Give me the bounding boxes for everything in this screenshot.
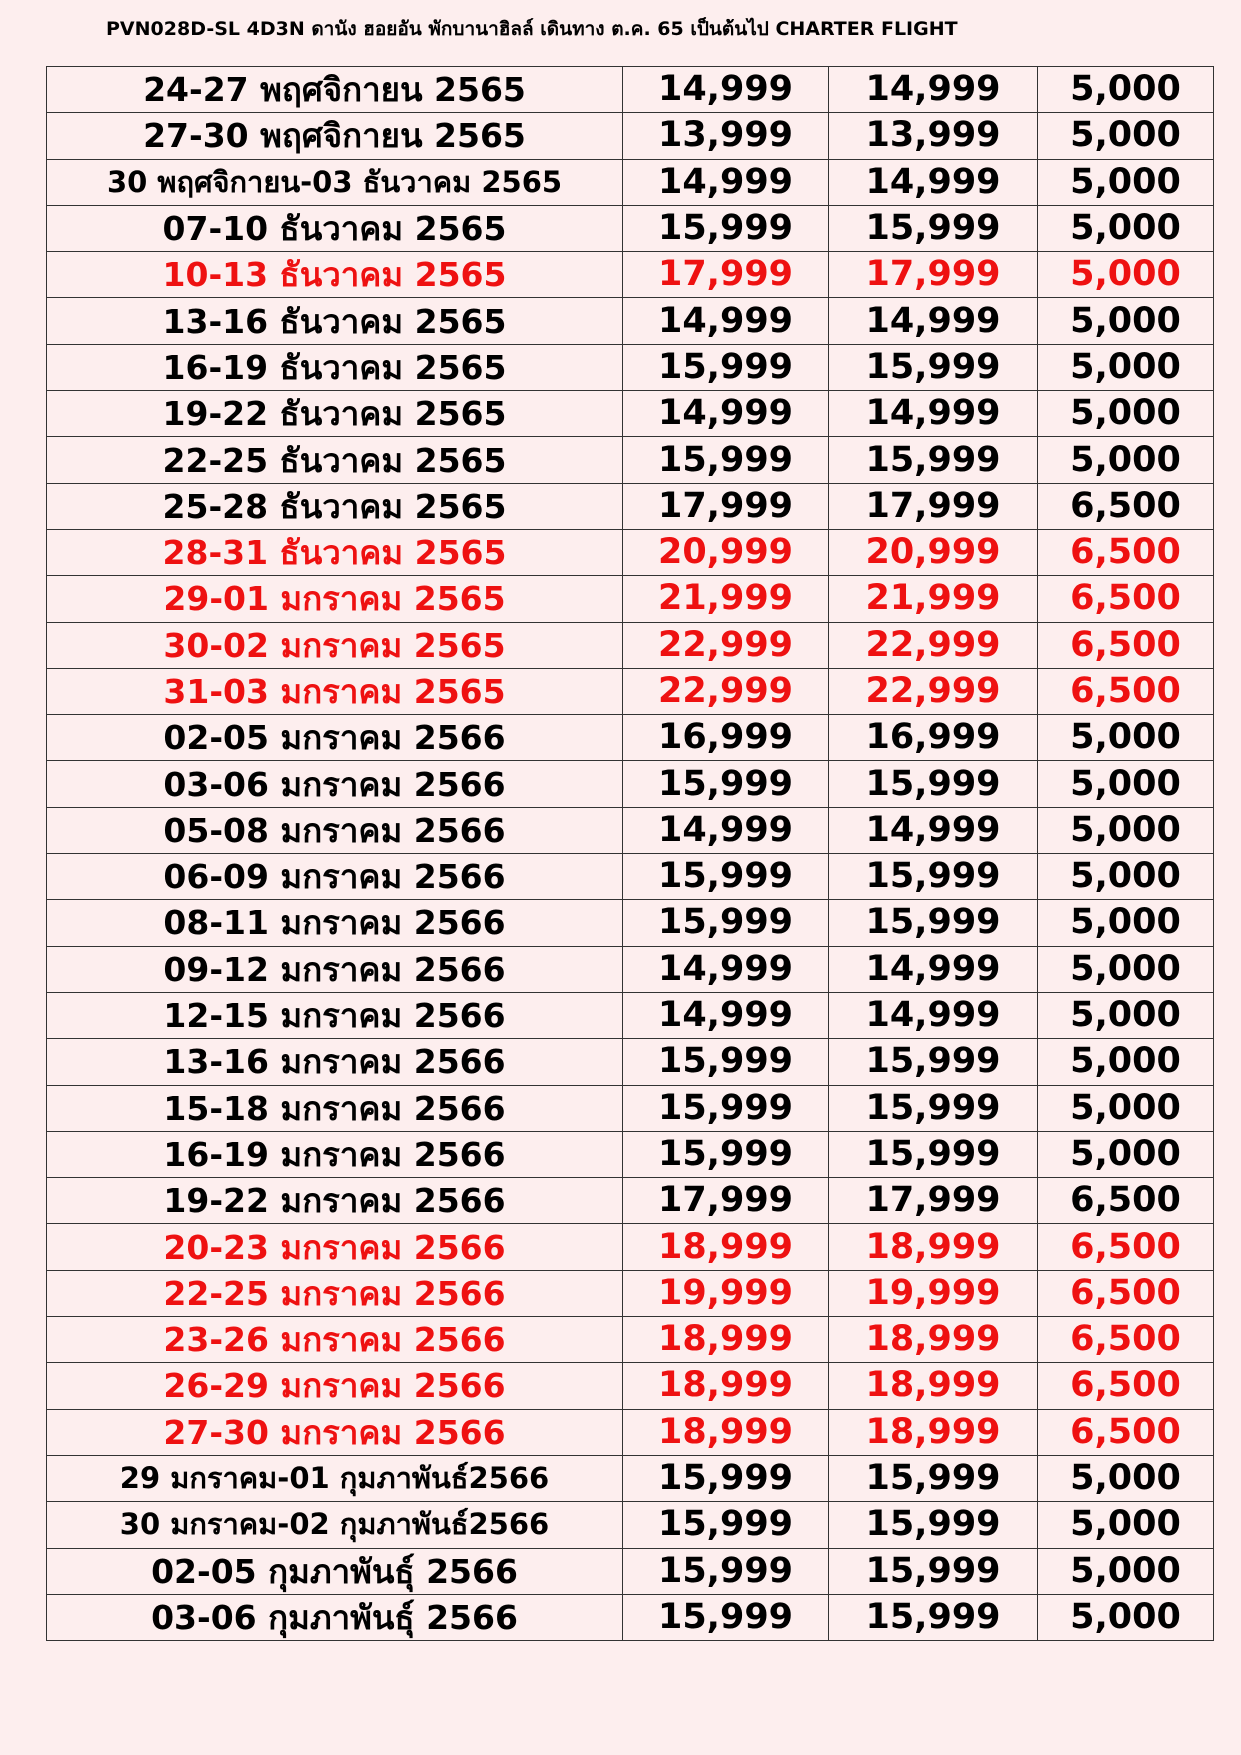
table-row [47, 622, 1214, 668]
adult-price-cell: 15,999 [623, 1131, 829, 1177]
table-row [47, 344, 1214, 390]
single-supplement-cell: 5,000 [1038, 1594, 1214, 1640]
child-price-cell: 17,999 [829, 483, 1038, 529]
date-cell: 09-12 มกราคม 2566 [47, 946, 623, 992]
date-cell: 15-18 มกราคม 2566 [47, 1085, 623, 1131]
table-row [47, 900, 1214, 946]
adult-price-cell: 17,999 [623, 252, 829, 298]
single-supplement-cell: 5,000 [1038, 1502, 1214, 1548]
table-row [47, 761, 1214, 807]
single-supplement-cell: 5,000 [1038, 1085, 1214, 1131]
child-price-cell: 20,999 [829, 529, 1038, 575]
single-supplement-cell: 5,000 [1038, 67, 1214, 113]
adult-price-cell: 17,999 [623, 483, 829, 529]
child-price-cell: 15,999 [829, 205, 1038, 251]
single-supplement-cell: 5,000 [1038, 854, 1214, 900]
child-price-cell: 14,999 [829, 807, 1038, 853]
child-price-cell: 18,999 [829, 1224, 1038, 1270]
date-cell: 29 มกราคม-01 กุมภาพันธ์2566 [47, 1455, 623, 1501]
date-cell: 24-27 พฤศจิกายน 2565 [47, 67, 623, 113]
date-cell: 03-06 กุมภาพันธุ์ 2566 [47, 1594, 623, 1640]
adult-price-cell: 15,999 [623, 1455, 829, 1501]
single-supplement-cell: 6,500 [1038, 1363, 1214, 1409]
date-cell: 26-29 มกราคม 2566 [47, 1363, 623, 1409]
date-cell: 02-05 กุมภาพันธุ์ 2566 [47, 1548, 623, 1594]
date-cell: 27-30 พฤศจิกายน 2565 [47, 113, 623, 159]
date-cell: 08-11 มกราคม 2566 [47, 900, 623, 946]
table-row [47, 1085, 1214, 1131]
child-price-cell: 19,999 [829, 1270, 1038, 1316]
child-price-cell: 15,999 [829, 1502, 1038, 1548]
single-supplement-cell: 5,000 [1038, 252, 1214, 298]
single-supplement-cell: 5,000 [1038, 807, 1214, 853]
adult-price-cell: 15,999 [623, 437, 829, 483]
child-price-cell: 13,999 [829, 113, 1038, 159]
single-supplement-cell: 5,000 [1038, 159, 1214, 205]
date-cell: 16-19 มกราคม 2566 [47, 1131, 623, 1177]
table-row [47, 1178, 1214, 1224]
single-supplement-cell: 5,000 [1038, 298, 1214, 344]
table-row [47, 391, 1214, 437]
adult-price-cell: 18,999 [623, 1409, 829, 1455]
child-price-cell: 14,999 [829, 391, 1038, 437]
single-supplement-cell: 5,000 [1038, 391, 1214, 437]
child-price-cell: 15,999 [829, 1548, 1038, 1594]
adult-price-cell: 14,999 [623, 992, 829, 1038]
table-row [47, 437, 1214, 483]
date-cell: 05-08 มกราคม 2566 [47, 807, 623, 853]
child-price-cell: 15,999 [829, 1455, 1038, 1501]
child-price-cell: 22,999 [829, 622, 1038, 668]
single-supplement-cell: 5,000 [1038, 1039, 1214, 1085]
date-cell: 03-06 มกราคม 2566 [47, 761, 623, 807]
single-supplement-cell: 6,500 [1038, 576, 1214, 622]
table-row [47, 1270, 1214, 1316]
table-row [47, 1317, 1214, 1363]
date-cell: 30 มกราคม-02 กุมภาพันธ์2566 [47, 1502, 623, 1548]
adult-price-cell: 22,999 [623, 622, 829, 668]
table-row [47, 1548, 1214, 1594]
date-cell: 27-30 มกราคม 2566 [47, 1409, 623, 1455]
table-row [47, 807, 1214, 853]
adult-price-cell: 15,999 [623, 900, 829, 946]
child-price-cell: 15,999 [829, 1594, 1038, 1640]
table-row [47, 252, 1214, 298]
single-supplement-cell: 5,000 [1038, 205, 1214, 251]
date-cell: 13-16 ธันวาคม 2565 [47, 298, 623, 344]
single-supplement-cell: 5,000 [1038, 992, 1214, 1038]
adult-price-cell: 15,999 [623, 344, 829, 390]
adult-price-cell: 15,999 [623, 1548, 829, 1594]
date-cell: 22-25 มกราคม 2566 [47, 1270, 623, 1316]
child-price-cell: 14,999 [829, 946, 1038, 992]
date-cell: 20-23 มกราคม 2566 [47, 1224, 623, 1270]
date-cell: 12-15 มกราคม 2566 [47, 992, 623, 1038]
date-cell: 02-05 มกราคม 2566 [47, 715, 623, 761]
adult-price-cell: 15,999 [623, 854, 829, 900]
child-price-cell: 22,999 [829, 668, 1038, 714]
child-price-cell: 21,999 [829, 576, 1038, 622]
child-price-cell: 18,999 [829, 1409, 1038, 1455]
date-cell: 22-25 ธันวาคม 2565 [47, 437, 623, 483]
child-price-cell: 15,999 [829, 344, 1038, 390]
date-cell: 30-02 มกราคม 2565 [47, 622, 623, 668]
adult-price-cell: 14,999 [623, 298, 829, 344]
date-cell: 30 พฤศจิกายน-03 ธันวาคม 2565 [47, 159, 623, 205]
date-cell: 25-28 ธันวาคม 2565 [47, 483, 623, 529]
single-supplement-cell: 5,000 [1038, 113, 1214, 159]
table-row [47, 1224, 1214, 1270]
single-supplement-cell: 6,500 [1038, 1409, 1214, 1455]
adult-price-cell: 15,999 [623, 761, 829, 807]
page-title: PVN028D-SL 4D3N ดานัง ฮอยอัน พักบานาฮิลล์ เดินทาง ต.ค. 65 เป็นต้นไป CHARTER FLIGHT [106, 18, 958, 40]
adult-price-cell: 14,999 [623, 807, 829, 853]
adult-price-cell: 15,999 [623, 1085, 829, 1131]
table-row [47, 67, 1214, 113]
table-row [47, 1131, 1214, 1177]
single-supplement-cell: 6,500 [1038, 622, 1214, 668]
single-supplement-cell: 5,000 [1038, 761, 1214, 807]
child-price-cell: 16,999 [829, 715, 1038, 761]
price-table-body [47, 67, 1214, 1641]
date-cell: 31-03 มกราคม 2565 [47, 668, 623, 714]
date-cell: 13-16 มกราคม 2566 [47, 1039, 623, 1085]
adult-price-cell: 20,999 [623, 529, 829, 575]
single-supplement-cell: 5,000 [1038, 437, 1214, 483]
table-row [47, 159, 1214, 205]
child-price-cell: 17,999 [829, 252, 1038, 298]
child-price-cell: 17,999 [829, 1178, 1038, 1224]
table-row [47, 1039, 1214, 1085]
child-price-cell: 14,999 [829, 67, 1038, 113]
single-supplement-cell: 5,000 [1038, 344, 1214, 390]
adult-price-cell: 14,999 [623, 946, 829, 992]
table-row [47, 483, 1214, 529]
adult-price-cell: 18,999 [623, 1317, 829, 1363]
single-supplement-cell: 6,500 [1038, 483, 1214, 529]
date-cell: 16-19 ธันวาคม 2565 [47, 344, 623, 390]
table-row [47, 1363, 1214, 1409]
date-cell: 19-22 มกราคม 2566 [47, 1178, 623, 1224]
date-cell: 19-22 ธันวาคม 2565 [47, 391, 623, 437]
child-price-cell: 15,999 [829, 437, 1038, 483]
single-supplement-cell: 5,000 [1038, 1548, 1214, 1594]
table-row [47, 576, 1214, 622]
child-price-cell: 15,999 [829, 761, 1038, 807]
table-row [47, 715, 1214, 761]
adult-price-cell: 17,999 [623, 1178, 829, 1224]
adult-price-cell: 22,999 [623, 668, 829, 714]
child-price-cell: 15,999 [829, 854, 1038, 900]
date-cell: 29-01 มกราคม 2565 [47, 576, 623, 622]
table-row [47, 946, 1214, 992]
single-supplement-cell: 5,000 [1038, 946, 1214, 992]
adult-price-cell: 14,999 [623, 391, 829, 437]
adult-price-cell: 18,999 [623, 1363, 829, 1409]
table-row [47, 205, 1214, 251]
adult-price-cell: 15,999 [623, 205, 829, 251]
single-supplement-cell: 6,500 [1038, 1178, 1214, 1224]
adult-price-cell: 15,999 [623, 1039, 829, 1085]
child-price-cell: 14,999 [829, 159, 1038, 205]
child-price-cell: 15,999 [829, 1131, 1038, 1177]
adult-price-cell: 18,999 [623, 1224, 829, 1270]
child-price-cell: 15,999 [829, 1085, 1038, 1131]
child-price-cell: 14,999 [829, 992, 1038, 1038]
child-price-cell: 18,999 [829, 1363, 1038, 1409]
adult-price-cell: 21,999 [623, 576, 829, 622]
table-row [47, 113, 1214, 159]
table-row [47, 1409, 1214, 1455]
table-row [47, 1594, 1214, 1640]
date-cell: 07-10 ธันวาคม 2565 [47, 205, 623, 251]
child-price-cell: 15,999 [829, 900, 1038, 946]
table-row [47, 1455, 1214, 1501]
child-price-cell: 18,999 [829, 1317, 1038, 1363]
table-row [47, 854, 1214, 900]
child-price-cell: 14,999 [829, 298, 1038, 344]
single-supplement-cell: 6,500 [1038, 1224, 1214, 1270]
single-supplement-cell: 5,000 [1038, 715, 1214, 761]
single-supplement-cell: 5,000 [1038, 1131, 1214, 1177]
adult-price-cell: 14,999 [623, 67, 829, 113]
date-cell: 06-09 มกราคม 2566 [47, 854, 623, 900]
table-row [47, 529, 1214, 575]
adult-price-cell: 15,999 [623, 1594, 829, 1640]
table-row [47, 992, 1214, 1038]
adult-price-cell: 16,999 [623, 715, 829, 761]
price-table [46, 66, 1214, 1641]
child-price-cell: 15,999 [829, 1039, 1038, 1085]
adult-price-cell: 19,999 [623, 1270, 829, 1316]
single-supplement-cell: 6,500 [1038, 529, 1214, 575]
single-supplement-cell: 5,000 [1038, 900, 1214, 946]
date-cell: 28-31 ธันวาคม 2565 [47, 529, 623, 575]
single-supplement-cell: 5,000 [1038, 1455, 1214, 1501]
single-supplement-cell: 6,500 [1038, 1270, 1214, 1316]
adult-price-cell: 14,999 [623, 159, 829, 205]
table-row [47, 668, 1214, 714]
adult-price-cell: 15,999 [623, 1502, 829, 1548]
date-cell: 23-26 มกราคม 2566 [47, 1317, 623, 1363]
table-row [47, 298, 1214, 344]
single-supplement-cell: 6,500 [1038, 668, 1214, 714]
single-supplement-cell: 6,500 [1038, 1317, 1214, 1363]
adult-price-cell: 13,999 [623, 113, 829, 159]
date-cell: 10-13 ธันวาคม 2565 [47, 252, 623, 298]
table-row [47, 1502, 1214, 1548]
